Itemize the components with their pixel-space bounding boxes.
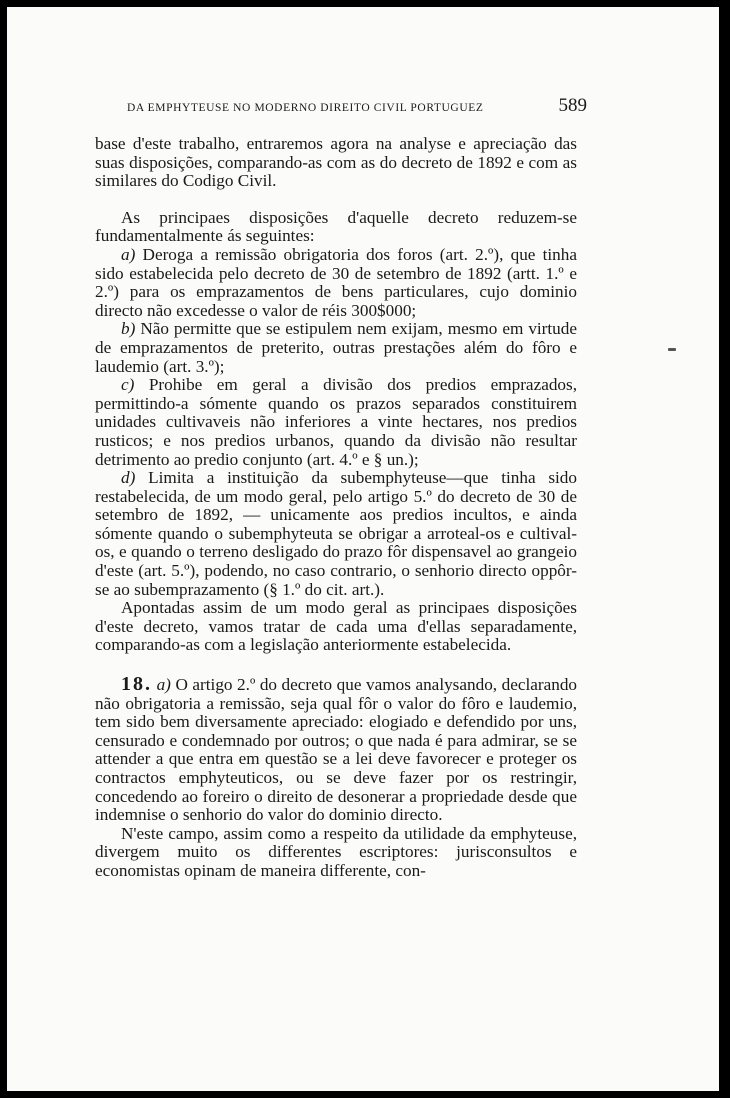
- section-number: 18.: [121, 673, 152, 696]
- list-item: [95, 246, 577, 320]
- margin-mark: [668, 348, 676, 351]
- list-item-text: Deroga a remissão obrigatoria dos foros (art. 2.º), que tinha sido estabelecida pelo decreto de 30 de setembro de 1892 (artt. 1.º e 2.º) para os emprazamentos de bens particulares, cujo dominio directo não excedesse o valor de réis 300$000;: [95, 244, 577, 320]
- list-marker: d): [121, 468, 136, 488]
- list-item-text: Prohibe em geral a divisão dos predios emprazados, permittindo-a sómente quando os prazos separados constituirem unidades cultivaveis não inferiores a vinte hectares, nos predios rusticos; e nos predios urbanos, quando da divisão não resultar detrimento ao predio conjunto (art. 4.º e § un.);: [95, 375, 577, 469]
- body-text: [95, 135, 577, 881]
- paragraph: N'este campo, assim como a respeito da utilidade da emphyteuse, divergem muito os differentes escriptores: jurisconsultos e economistas opinam de maneira differente, con-: [95, 823, 577, 880]
- paragraph: base d'este trabalho, entraremos agora na analyse e apreciação das suas disposições, comparando-as com as do decreto de 1892 e com as similares do Codigo Civil.: [95, 134, 577, 191]
- list-item: [95, 320, 577, 376]
- list-marker: a): [121, 244, 136, 264]
- list-item: [95, 376, 577, 469]
- list-marker: b): [121, 319, 136, 339]
- section-text: O artigo 2.º do decreto que vamos analysando, declarando não obrigatoria a remissão, seja qual fôr o valor do fôro e laudemio, tem sido bem diversamente apreciado: elogiado e defendido por uns, censurado e condemnado por outros; o que nada é para admirar, se se attender a que entra em questão se a lei deve favorecer e proteger os contractos emphyteuticos, ou se deve fazer por os restringir, concedendo ao foreiro o direito de desonerar a propriedade desde que indemnise o senhorio do valor do dominio directo.: [95, 675, 578, 825]
- list-marker: a): [156, 675, 171, 695]
- running-head: DA EMPHYTEUSE NO MODERNO DIREITO CIVIL PORTUGUEZ: [127, 102, 484, 114]
- paragraph: Apontadas assim de um modo geral as principaes disposições d'este decreto, vamos tratar de cada uma d'ellas separadamente, comparando-as com a legislação anteriormente estabelecida.: [95, 598, 577, 655]
- page-header: [127, 95, 587, 117]
- list-item: [95, 469, 577, 599]
- document-page: [7, 7, 719, 1091]
- list-item-text: Não permitte que se estipulem nem exijam, mesmo em virtude de emprazamentos de preterito, outras prestações além do fôro e laudemio (art. 3.º);: [95, 319, 577, 376]
- list-item-text: Limita a instituição da subemphyteuse—que tinha sido restabelecida, de um modo geral, pelo artigo 5.º do decreto de 30 de setembro de 1892, — unicamente aos predios incultos, e ainda sómente quando o subemphyteuta se obrigar a arroteal-os e cultival-os, e quando o terreno desligado do prazo fôr dispensavel ao grangeio d'este (art. 5.º), podendo, no caso contrario, o senhorio directo oppôr-se ao subemprazamento (§ 1.º do cit. art.).: [95, 468, 577, 599]
- page-number: 589: [558, 95, 587, 116]
- section-paragraph: [95, 675, 577, 825]
- list-marker: c): [121, 375, 135, 395]
- paragraph: As principaes disposições d'aquelle decreto reduzem-se fundamentalmente ás seguintes:: [95, 207, 577, 246]
